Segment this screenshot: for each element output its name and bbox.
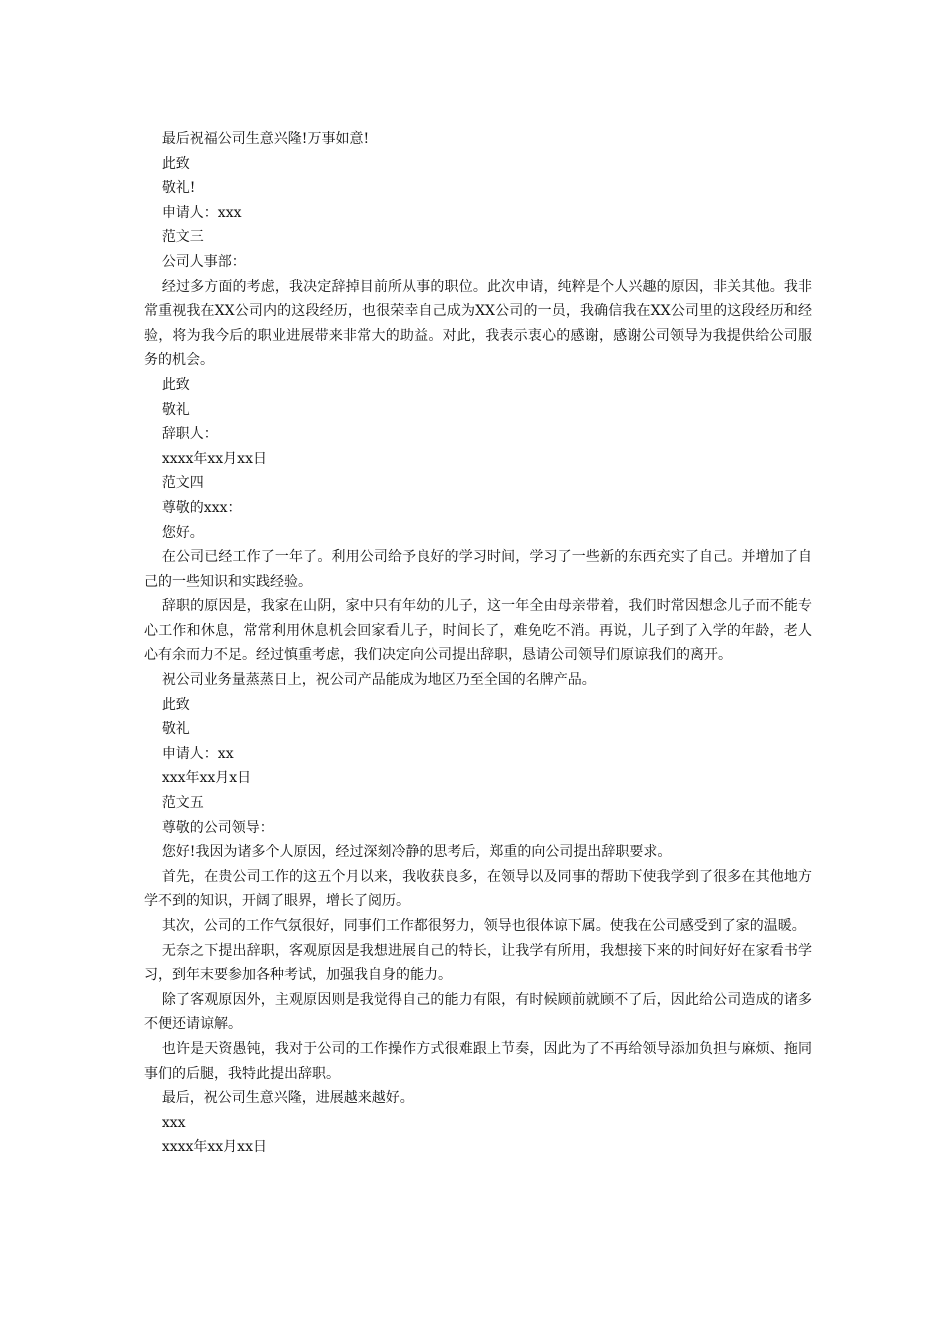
paragraph: 您好!我因为诸多个人原因，经过深刻冷静的思考后，郑重的向公司提出辞职要求。 [161,844,672,861]
section-heading: 范文四 [161,475,204,492]
paragraph: 无奈之下提出辞职，客观原因是我想进展自己的特长，让我学有所用，我想接下来的时间好好在家看书学习，到年末要参加各种考试，加强我自身的能力。 [144,942,812,984]
paragraph: 首先，在贵公司工作的这五个月以来，我收获良多，在领导以及同事的帮助下使我学到了很多在其他地方学不到的知识，开阔了眼界，增长了阅历。 [144,868,812,910]
paragraph: 此致 [161,155,190,172]
section-heading: 范文三 [161,229,204,246]
paragraph: 申请人：xx [161,745,234,762]
paragraph: 公司人事部： [161,253,246,270]
paragraph: 申请人：xxx [161,204,242,221]
paragraph: 尊敬的公司领导： [161,819,274,836]
paragraph: xxx年xx月x日 [161,770,252,787]
paragraph: 此致 [161,696,190,713]
paragraph: 尊敬的xxx： [161,499,242,516]
section-heading: 范文五 [161,795,204,812]
paragraph: 敬礼 [161,401,190,418]
paragraph: xxx [161,1114,186,1131]
paragraph: 辞职人： [161,426,218,443]
paragraph: 敬礼 [161,721,190,738]
paragraph: 最后祝福公司生意兴隆!万事如意! [161,131,370,147]
paragraph: 敬礼! [161,180,196,197]
paragraph: 也许是天资愚钝，我对于公司的工作操作方式很难跟上节奏，因此为了不再给领导添加负担与麻烦、拖同事们的后腿，我特此提出辞职。 [144,1040,812,1082]
paragraph: 此致 [161,376,190,393]
document-body [144,127,812,1160]
paragraph: 在公司已经工作了一年了。利用公司给予良好的学习时间，学习了一些新的东西充实了自己。并增加了自己的一些知识和实践经验。 [144,549,812,590]
paragraph: 其次，公司的工作气氛很好，同事们工作都很努力，领导也很体谅下属。使我在公司感受到了家的温暖。 [161,918,806,934]
paragraph: 除了客观原因外，主观原因则是我觉得自己的能力有限，有时候顾前就顾不了后，因此给公司造成的诸多不便还请谅解。 [144,991,812,1033]
paragraph: 祝公司业务量蒸蒸日上，祝公司产品能成为地区乃至全国的名牌产品。 [161,672,596,689]
paragraph: 最后，祝公司生意兴隆，进展越来越好。 [161,1090,414,1107]
paragraph: 经过多方面的考虑，我决定辞掉目前所从事的职位。此次申请，纯粹是个人兴趣的原因，非关其他。我非常重视我在XX公司内的这段经历，也很荣幸自己成为XX公司的一员，我确信我在XX公司里的这段经历和经验，将为我今后的职业进展带来非常大的助益。对此，我表示衷心的感谢，感谢公司领导为我提供给公司服务的机会。 [144,278,812,369]
paragraph: 辞职的原因是，我家在山阴，家中只有年幼的儿子，这一年全由母亲带着，我们时常因想念儿子而不能专心工作和休息，常常利用休息机会回家看儿子，时间长了，难免吃不消。再说，儿子到了入学的年龄，老人心有余而力不足。经过慎重考虑，我们决定向公司提出辞职，恳请公司领导们原谅我们的离开。 [144,598,812,664]
paragraph: xxxx年xx月xx日 [161,450,267,467]
paragraph: xxxx年xx月xx日 [161,1139,267,1156]
paragraph: 您好。 [161,524,204,541]
